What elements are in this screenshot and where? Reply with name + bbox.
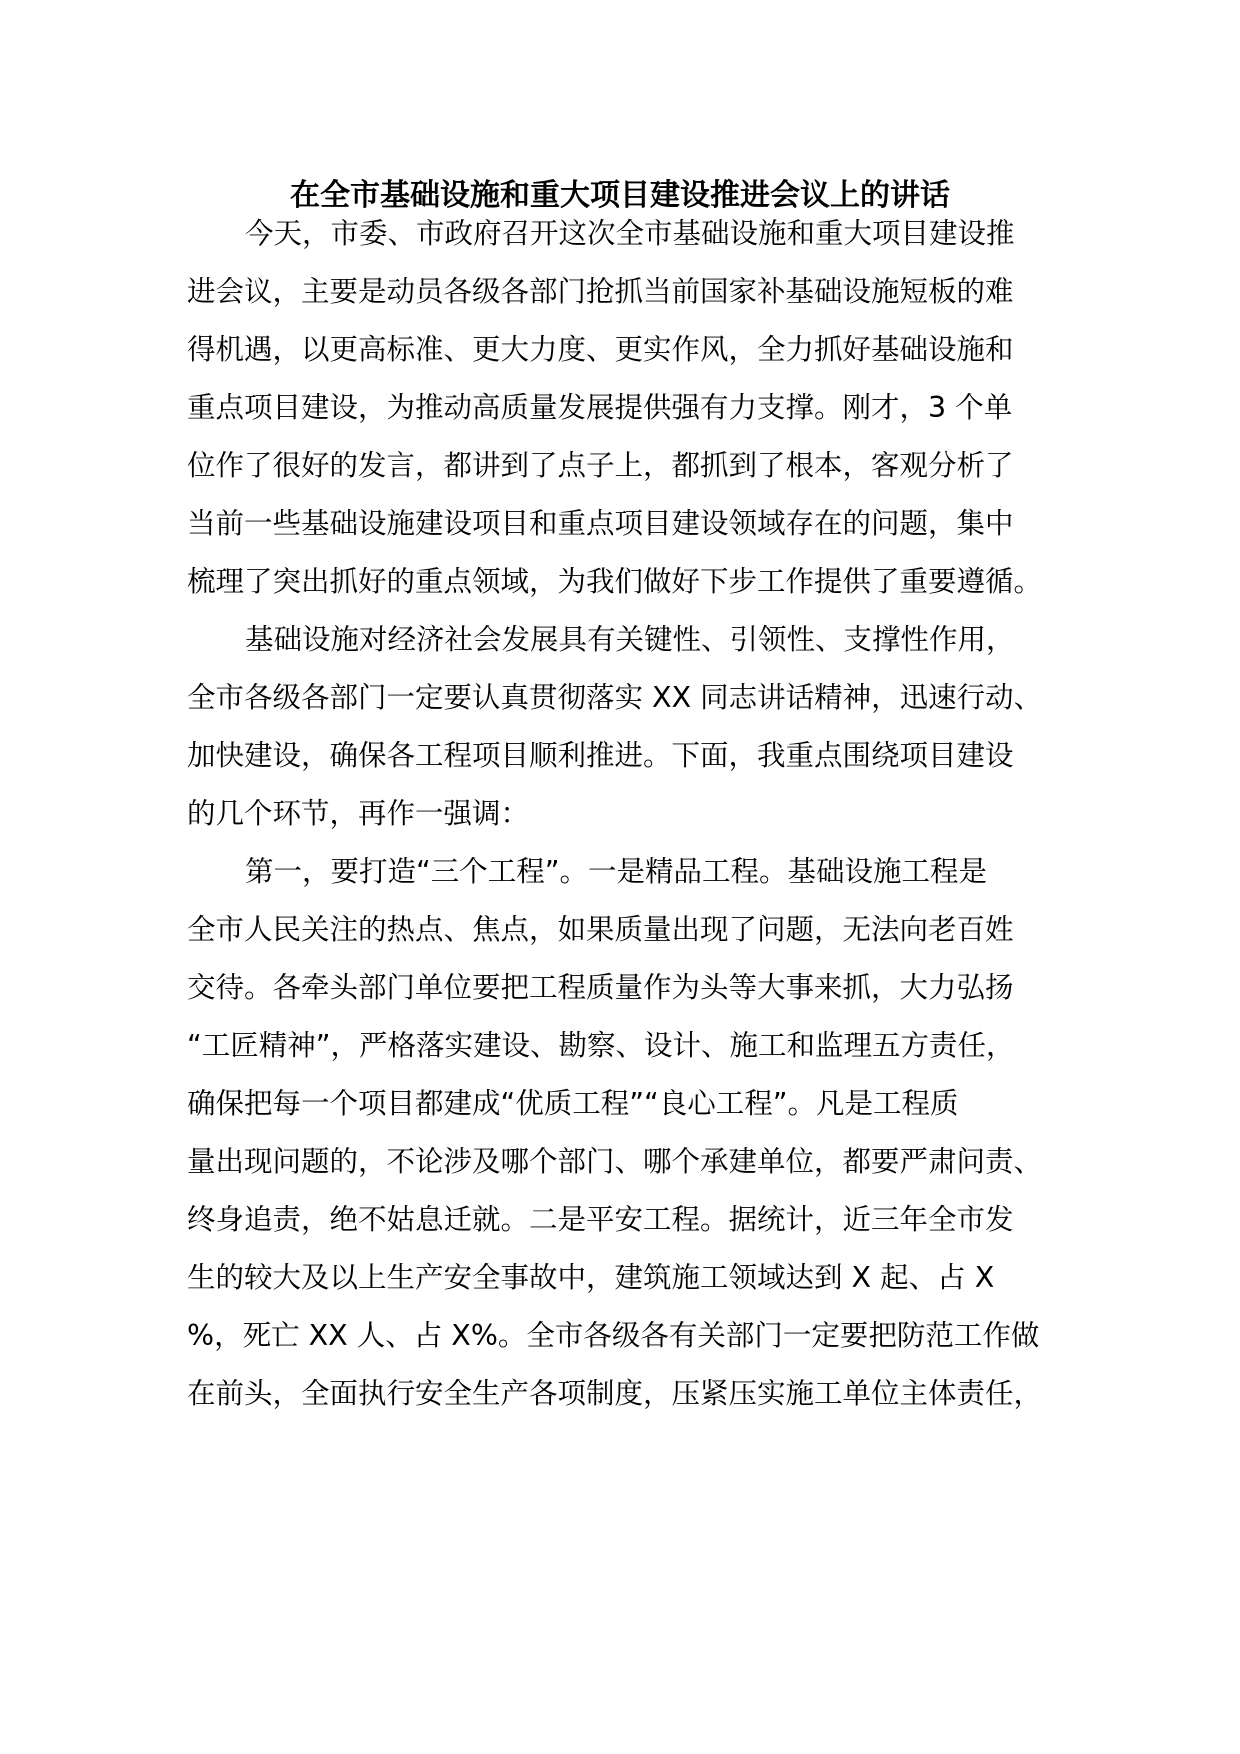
paragraph-line: 确保把每一个项目都建成“优质工程”“良心工程”。凡是工程质	[187, 1087, 959, 1120]
paragraph-line: 交待。各牵头部门单位要把工程质量作为头等大事来抓，大力弘扬	[187, 971, 1014, 1004]
paragraph-line: 在前头，全面执行安全生产各项制度，压紧压实施工单位主体责任，	[187, 1377, 1043, 1410]
paragraph-line: 量出现问题的，不论涉及哪个部门、哪个承建单位，都要严肃问责、	[187, 1145, 1043, 1178]
paragraph-line: 今天，市委、市政府召开这次全市基础设施和重大项目建设推	[245, 217, 1015, 250]
paragraph-line: 生的较大及以上生产安全事故中，建筑施工领域达到 X 起、占 X	[187, 1261, 995, 1294]
paragraph-line: 的几个环节，再作一强调：	[187, 797, 530, 830]
paragraph-line: 全市各级各部门一定要认真贯彻落实 XX 同志讲话精神，迅速行动、	[187, 681, 1043, 714]
document-title: 在全市基础设施和重大项目建设推进会议上的讲话	[290, 178, 950, 213]
paragraph-line: 梳理了突出抓好的重点领域，为我们做好下步工作提供了重要遵循。	[187, 565, 1043, 598]
paragraph-line: 基础设施对经济社会发展具有关键性、引领性、支撑性作用，	[245, 623, 1015, 656]
paragraph-line: 全市人民关注的热点、焦点，如果质量出现了问题，无法向老百姓	[187, 913, 1014, 946]
paragraph-line: 进会议，主要是动员各级各部门抢抓当前国家补基础设施短板的难	[187, 275, 1014, 308]
paragraph-line: 重点项目建设，为推动高质量发展提供强有力支撑。刚才，3 个单	[187, 391, 1013, 424]
paragraph-line: 加快建设，确保各工程项目顺利推进。下面，我重点围绕项目建设	[187, 739, 1014, 772]
paragraph-line: %，死亡 XX 人、占 X%。全市各级各有关部门一定要把防范工作做	[187, 1319, 1040, 1352]
paragraph-line: 位作了很好的发言，都讲到了点子上，都抓到了根本，客观分析了	[187, 449, 1014, 482]
paragraph-line: 第一，要打造“三个工程”。一是精品工程。基础设施工程是	[245, 855, 988, 888]
paragraph-line: 得机遇，以更高标准、更大力度、更实作风，全力抓好基础设施和	[187, 333, 1014, 366]
paragraph-line: 当前一些基础设施建设项目和重点项目建设领域存在的问题，集中	[187, 507, 1014, 540]
paragraph-line: 终身追责，绝不姑息迁就。二是平安工程。据统计，近三年全市发	[187, 1203, 1014, 1236]
paragraph-line: “工匠精神”，严格落实建设、勘察、设计、施工和监理五方责任，	[187, 1029, 1015, 1062]
